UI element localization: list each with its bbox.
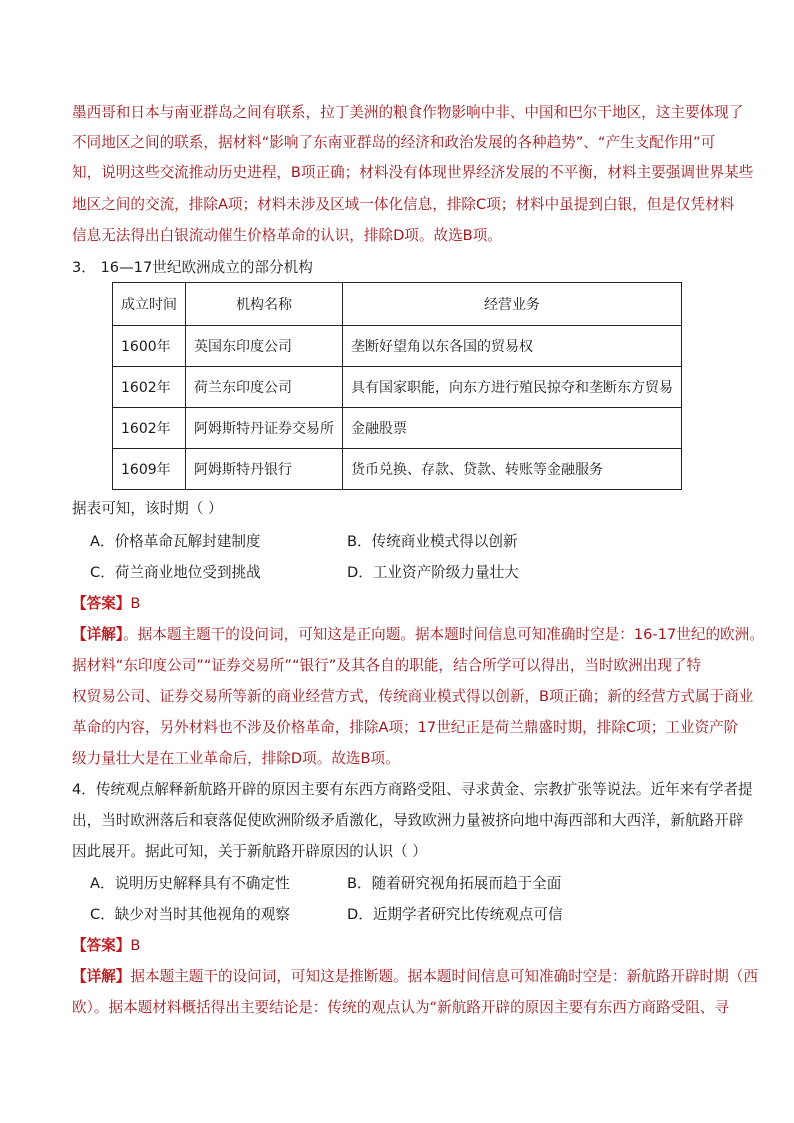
table-cell: 英国东印度公司 (186, 326, 343, 367)
explain-tag: 【详解】 (72, 968, 131, 985)
table-header-cell: 机构名称 (186, 283, 343, 326)
q4-explanation-line-1 (72, 967, 758, 987)
table-header-cell: 成立时间 (113, 283, 186, 326)
q4-option-d: D．近期学者研究比传统观点可信 (347, 906, 563, 923)
q4-explanation-line-2: 欧）。据本题材料概括得出主要结论是：传统的观点认为“新航路开辟的原因主要有东西方商路受阻、寻 (72, 999, 729, 1016)
q3-explanation-line-1 (72, 625, 764, 645)
prev-explanation-line-5: 信息无法得出白银流动催生价格革命的认识，排除D项。故选B项。 (72, 227, 502, 244)
q4-stem-line-1: 4．传统观点解释新航路开辟的原因主要有东西方商路受阻、寻求黄金、宗教扩张等说法。近年来有学者提 (72, 781, 753, 798)
explain-tag: 【详解】 (72, 626, 124, 643)
table-cell: 垄断好望角以东各国的贸易权 (343, 326, 682, 367)
q4-stem-line-3: 因此展开。据此可知，关于新航路开辟原因的认识（ ） (72, 843, 427, 860)
q3-explanation-text: 。据本题主题干的设问词，可知这是正向题。据本题时间信息可知准确时空是：16-17世纪的欧洲。 (123, 626, 764, 643)
table-cell: 阿姆斯特丹证券交易所 (186, 408, 343, 449)
institution-table (112, 282, 682, 490)
table-cell: 金融股票 (343, 408, 682, 449)
table-row (113, 449, 682, 490)
q3-option-c: C．荷兰商业地位受到挑战 (90, 564, 261, 581)
q4-answer-line (72, 936, 140, 956)
table-cell: 1609年 (113, 449, 186, 490)
prev-explanation-line-1: 墨西哥和日本与南亚群岛之间有联系，拉丁美洲的粮食作物影响中非、中国和巴尔干地区，这主要体现了 (72, 104, 744, 121)
q3-option-d: D．工业资产阶级力量壮大 (347, 564, 519, 581)
prev-explanation-line-3: 知，说明这些交流推动历史进程，B项正确；材料没有体现世界经济发展的不平衡，材料主要强调世界某些 (72, 164, 754, 181)
table-row (113, 367, 682, 408)
q3-explanation-line-5: 级力量壮大是在工业革命后，排除D项。故选B项。 (72, 750, 400, 767)
q4-option-a: A．说明历史解释具有不确定性 (90, 875, 290, 892)
q3-answer-line (72, 594, 140, 614)
table-cell: 1600年 (113, 326, 186, 367)
q3-explanation-line-2: 据材料“东印度公司”“证券交易所”“银行”及其各自的职能，结合所学可以得出，当时欧洲出现了特 (72, 657, 702, 674)
q3-title: 3． 16—17世纪欧洲成立的部分机构 (72, 259, 313, 276)
q4-option-c: C．缺少对当时其他视角的观察 (90, 906, 290, 923)
prev-explanation-line-4: 地区之间的交流，排除A项；材料未涉及区域一体化信息，排除C项；材料中虽提到白银，但是仅凭材料 (72, 196, 735, 213)
table-row (113, 326, 682, 367)
table-cell: 1602年 (113, 367, 186, 408)
table-header-cell: 经营业务 (343, 283, 682, 326)
q4-stem-line-2: 出，当时欧洲落后和衰落促使欧洲阶级矛盾激化，导致欧洲力量被挤向地中海西部和大西洋，新航路开辟 (72, 812, 744, 829)
answer-tag: 【答案】 (72, 937, 131, 954)
q3-explanation-line-3: 权贸易公司、证券交易所等新的商业经营方式，传统商业模式得以创新，B项正确；新的经营方式属于商业 (72, 688, 754, 705)
prev-explanation-line-2: 不同地区之间的联系，据材料“影响了东南亚群岛的经济和政治发展的各种趋势”、“产生支配作用”可 (72, 134, 716, 151)
table-cell: 具有国家职能，向东方进行殖民掠夺和垄断东方贸易 (343, 367, 682, 408)
q3-option-a: A．价格革命瓦解封建制度 (90, 533, 261, 550)
table-cell: 1602年 (113, 408, 186, 449)
q3-option-b: B．传统商业模式得以创新 (347, 533, 518, 550)
q3-answer-value: B (130, 595, 141, 612)
table-cell: 荷兰东印度公司 (186, 367, 343, 408)
table-header-row (113, 283, 682, 326)
q3-explanation-line-4: 革命的内容，另外材料也不涉及价格革命，排除A项；17世纪正是荷兰鼎盛时期，排除C项；工业资产阶 (72, 719, 739, 736)
table-row (113, 408, 682, 449)
q4-explanation-text: 据本题主题干的设问词，可知这是推断题。据本题时间信息可知准确时空是：新航路开辟时期（西 (130, 968, 758, 985)
table-cell: 货币兑换、存款、贷款、转账等金融服务 (343, 449, 682, 490)
q3-stem: 据表可知，该时期（ ） (72, 500, 223, 517)
table-cell: 阿姆斯特丹银行 (186, 449, 343, 490)
q4-answer-value: B (130, 937, 141, 954)
q4-option-b: B．随着研究视角拓展而趋于全面 (347, 875, 562, 892)
answer-tag: 【答案】 (72, 595, 131, 612)
